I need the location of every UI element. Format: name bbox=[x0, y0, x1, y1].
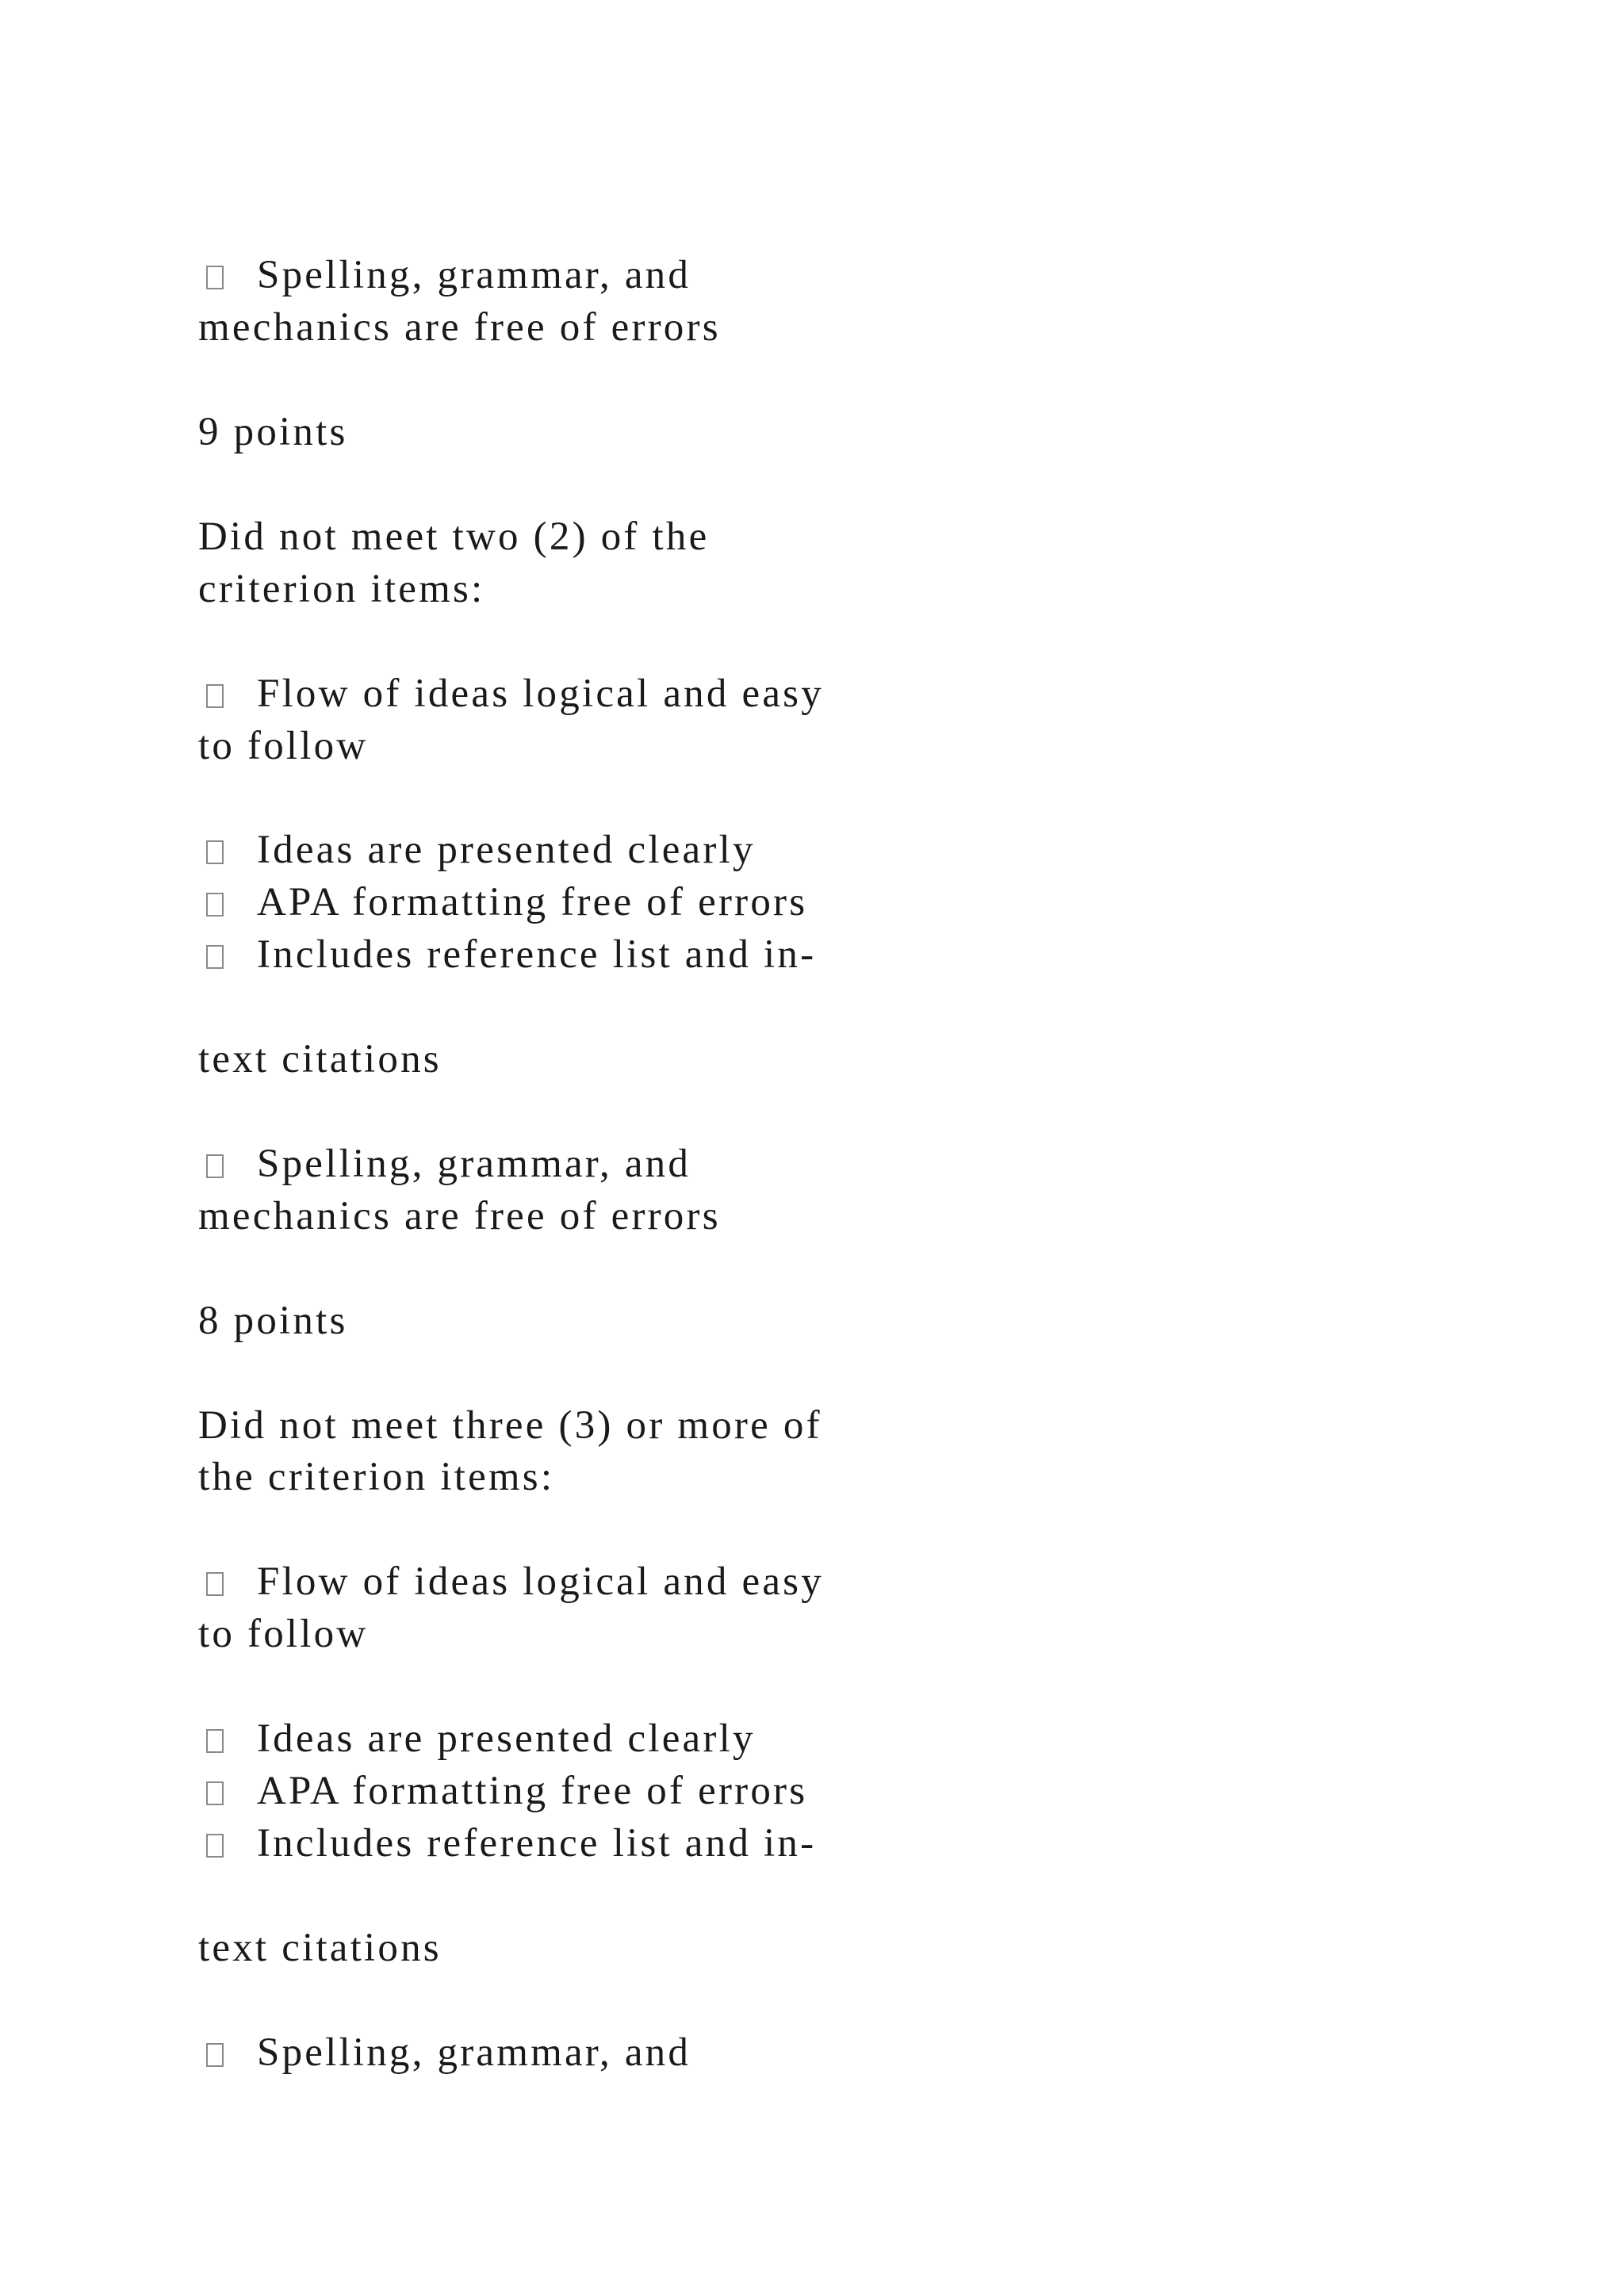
bullet-box-icon bbox=[206, 266, 224, 289]
text-line: Did not meet two (2) of the bbox=[198, 515, 710, 559]
line-text: Includes reference list and in- bbox=[257, 1821, 817, 1866]
criterion-item bbox=[198, 830, 756, 871]
bullet-box-icon bbox=[206, 1154, 224, 1178]
bullet-box-icon bbox=[206, 1729, 224, 1753]
criterion-item bbox=[198, 1823, 816, 1864]
criterion-item bbox=[198, 932, 817, 977]
line-text: Spelling, grammar, and bbox=[257, 1142, 691, 1186]
criterion-item bbox=[198, 255, 691, 296]
criterion-item bbox=[198, 1144, 691, 1184]
criterion-item bbox=[198, 1559, 824, 1604]
bullet-box-icon bbox=[206, 893, 224, 916]
text-line: text citations bbox=[198, 1926, 442, 1970]
text-line: text citations bbox=[198, 1037, 442, 1081]
text-line: Did not meet three (3) or more of bbox=[198, 1403, 822, 1448]
line-text: Flow of ideas logical and easy bbox=[257, 672, 824, 716]
text-line: to follow bbox=[198, 724, 369, 768]
line-text: Spelling, grammar, and bbox=[257, 253, 691, 297]
line-text: Ideas are presented clearly bbox=[257, 828, 756, 872]
criterion-item bbox=[198, 1771, 807, 1812]
text-line: mechanics are free of errors bbox=[198, 305, 721, 350]
bullet-box-icon bbox=[206, 1781, 224, 1805]
line-text: Ideas are presented clearly bbox=[257, 1716, 756, 1761]
criterion-item bbox=[198, 674, 824, 714]
bullet-box-icon bbox=[206, 1834, 224, 1858]
text-line: the criterion items: bbox=[198, 1455, 555, 1499]
line-text: Flow of ideas logical and easy bbox=[257, 1559, 824, 1604]
text-line: criterion items: bbox=[198, 567, 485, 611]
points-label: 9 points bbox=[198, 410, 348, 454]
line-text: APA formatting free of errors bbox=[257, 1769, 808, 1813]
points-label: 8 points bbox=[198, 1299, 348, 1343]
line-text: Includes reference list and in- bbox=[257, 932, 817, 977]
criterion-item bbox=[198, 1716, 756, 1761]
bullet-box-icon bbox=[206, 840, 224, 864]
criterion-item bbox=[198, 882, 807, 923]
text-line: mechanics are free of errors bbox=[198, 1194, 721, 1238]
criterion-item bbox=[198, 2030, 691, 2075]
bullet-box-icon bbox=[206, 945, 224, 969]
bullet-box-icon bbox=[206, 1572, 224, 1596]
bullet-box-icon bbox=[206, 2043, 224, 2067]
line-text: APA formatting free of errors bbox=[257, 880, 808, 924]
bullet-box-icon bbox=[206, 684, 224, 708]
text-line: to follow bbox=[198, 1612, 369, 1656]
line-text: Spelling, grammar, and bbox=[257, 2030, 691, 2075]
